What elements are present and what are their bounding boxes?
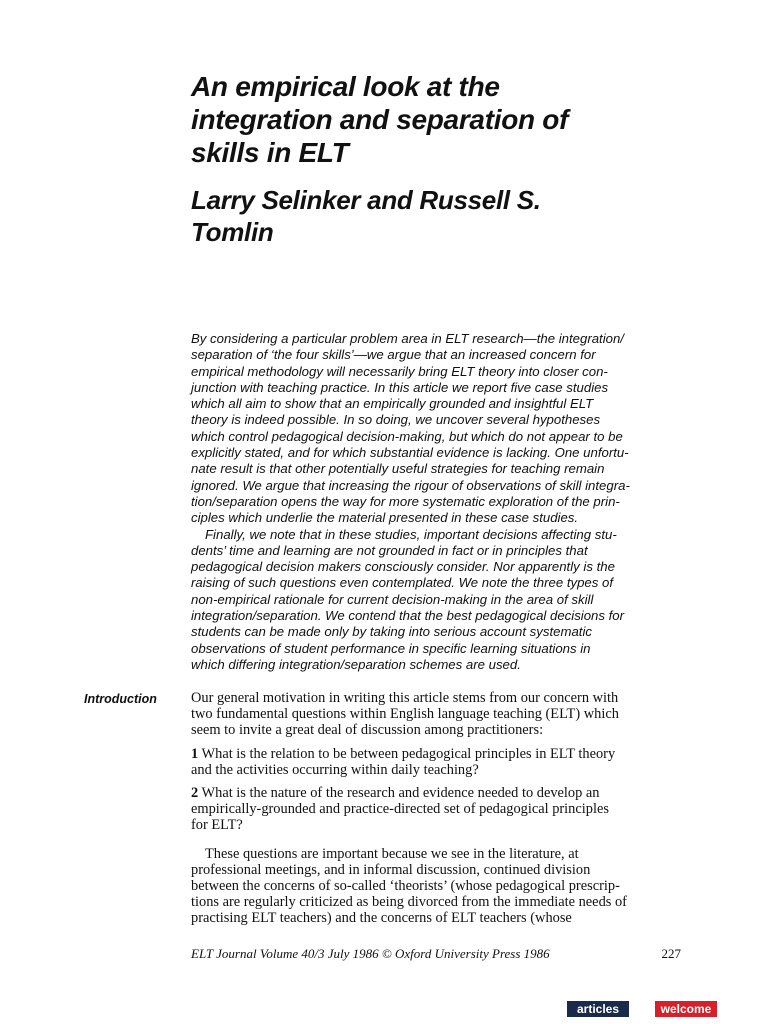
abstract-line: which control pedagogical decision-making, but which do not appear to be	[191, 428, 623, 444]
abstract-line: explicitly stated, and for which substantial evidence is lacking. One unfortu-	[191, 445, 629, 461]
body-line: two fundamental questions within English language teaching (ELT) which	[191, 706, 619, 723]
abstract-line: ciples which underlie the material presented in these case studies.	[191, 510, 579, 526]
body-line: These questions are important because we see in the literature, at	[205, 845, 579, 862]
abstract-line: Finally, we note that in these studies, important decisions affecting stu-	[205, 526, 617, 542]
abstract-line: junction with teaching practice. In this article we report five case studies	[191, 379, 609, 395]
abstract-line: raising of such questions even contemplated. We note the three types of	[191, 575, 614, 591]
abstract-line: which all aim to show that an empirically grounded and insightful ELT	[191, 396, 594, 412]
journal-citation: ELT Journal Volume 40/3 July 1986 © Oxford University Press 1986	[191, 946, 550, 961]
author-line: Larry Selinker and Russell S.	[191, 185, 541, 215]
abstract-line: students can be made only by taking into serious account systematic	[191, 624, 592, 640]
page-footer	[191, 946, 681, 962]
question-number: 1	[191, 745, 199, 762]
body-line: seem to invite a great deal of discussion among practitioners:	[191, 722, 544, 739]
body-line: practising ELT teachers) and the concerns of ELT teachers (whose	[191, 910, 572, 927]
abstract-line: empirical methodology will necessarily bring ELT theory into closer con-	[191, 363, 608, 379]
question-text: What is the nature of the research and evidence needed to develop an	[201, 785, 600, 802]
abstract-line: non-empirical rationale for current decision-making in the area of skill	[191, 591, 594, 607]
body-line: Our general motivation in writing this article stems from our concern with	[191, 690, 619, 706]
abstract-line: integration/separation. We contend that the best pedagogical decisions for	[191, 608, 625, 624]
article-authors	[191, 184, 671, 248]
articles-badge[interactable]: articles	[567, 1001, 629, 1017]
question-line: for ELT?	[191, 817, 243, 834]
abstract-line: which differing integration/separation schemes are used.	[191, 656, 521, 672]
abstract-line: ignored. We argue that increasing the rigour of observations of skill integra-	[191, 477, 630, 493]
abstract-line: dents’ time and learning are not grounded in fact or in principles that	[191, 542, 588, 558]
abstract	[191, 331, 681, 673]
title-line: integration and separation of	[191, 104, 569, 135]
question-line	[191, 785, 681, 801]
body-line: between the concerns of so-called ‘theorists’ (whose pedagogical prescrip-	[191, 878, 620, 895]
author-line: Tomlin	[191, 217, 274, 247]
question-number: 2	[191, 785, 199, 802]
body-line: professional meetings, and in informal discussion, continued division	[191, 861, 591, 878]
abstract-line: observations of student performance in specific learning situations in	[191, 640, 591, 656]
article-title	[191, 70, 691, 169]
article-body	[191, 690, 681, 927]
question-line	[191, 746, 681, 762]
title-line: skills in ELT	[191, 137, 349, 168]
abstract-line: tion/separation opens the way for more systematic exploration of the prin-	[191, 493, 620, 509]
section-heading-introduction: Introduction	[84, 692, 157, 706]
title-line: An empirical look at the	[191, 71, 500, 102]
question-line: and the activities occurring within daily teaching?	[191, 761, 479, 778]
abstract-line: nate result is that other potentially useful strategies for teaching remain	[191, 461, 605, 477]
question-text: What is the relation to be between pedagogical principles in ELT theory	[201, 745, 616, 762]
abstract-line: By considering a particular problem area in ELT research—the integration/	[191, 331, 624, 346]
abstract-line: separation of ‘the four skills’—we argue that an increased concern for	[191, 347, 596, 363]
abstract-line: theory is indeed possible. In so doing, we uncover several hypotheses	[191, 412, 601, 428]
abstract-line: pedagogical decision makers consciously consider. Nor apparently is the	[191, 559, 615, 575]
welcome-badge[interactable]: welcome	[655, 1001, 717, 1017]
question-line: empirically-grounded and practice-directed set of pedagogical principles	[191, 801, 609, 818]
body-line: tions are regularly criticized as being divorced from the immediate needs of	[191, 894, 627, 911]
page-number: 227	[661, 946, 681, 961]
